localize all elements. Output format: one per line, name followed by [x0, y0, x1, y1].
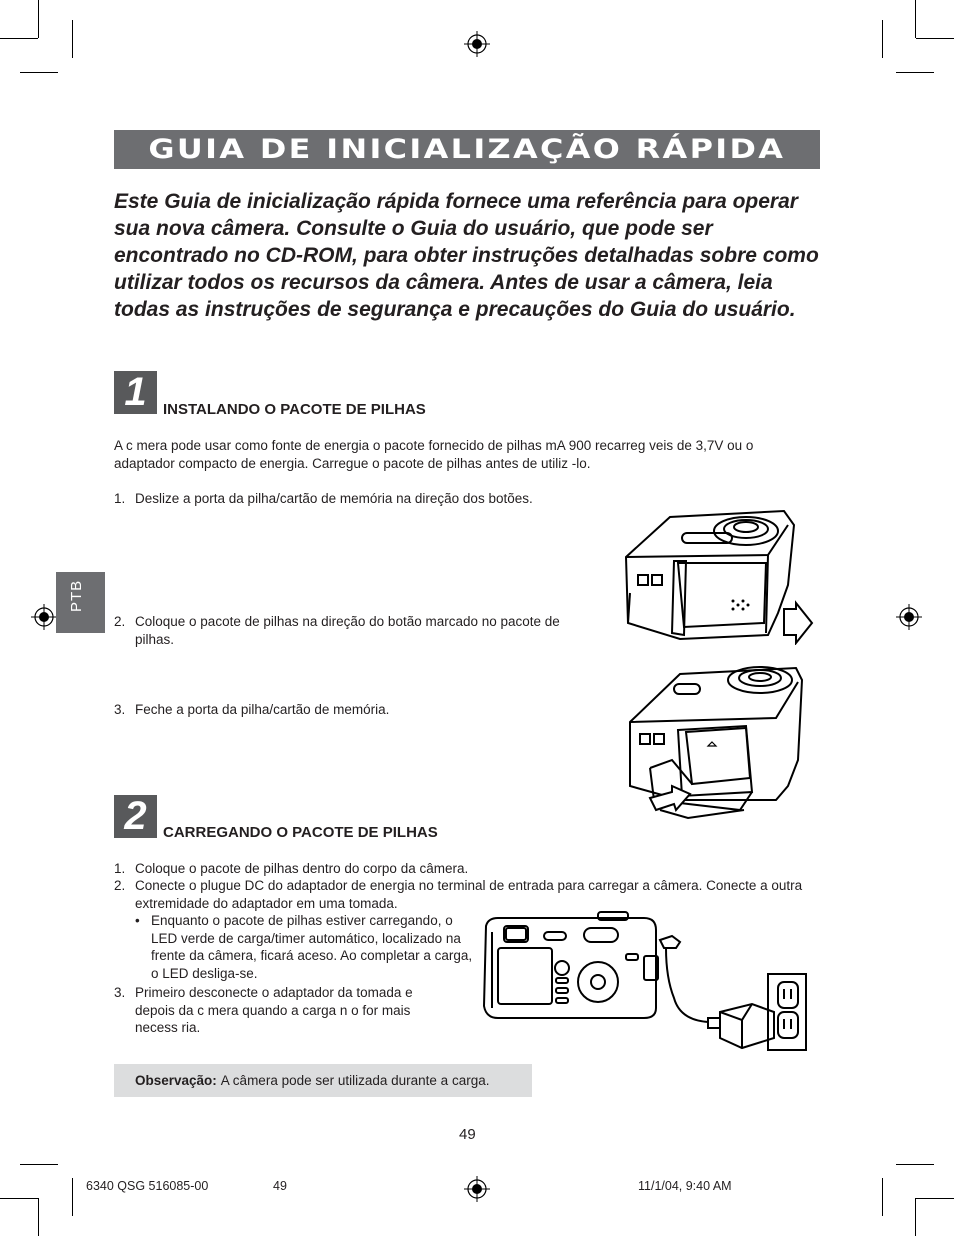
list-item: 3. Primeiro desconecte o adaptador da tomada e depois da c mera quando a carga n o for mais necess ria.: [114, 985, 413, 1035]
list-item: 2. Coloque o pacote de pilhas na direção do botão marcado no pacote de pilhas.: [114, 614, 560, 647]
crop-mark: [0, 1198, 38, 1199]
crop-mark: [915, 0, 916, 38]
crop-mark: [882, 20, 883, 58]
footer-page: 49: [273, 1179, 287, 1193]
registration-mark-icon: [464, 31, 490, 57]
list-item: 3. Feche a porta da pilha/cartão de memória.: [114, 702, 390, 717]
registration-mark-icon: [896, 604, 922, 630]
step-number-badge: 2: [114, 795, 157, 838]
page-title: GUIA DE INICIALIZAÇÃO RÁPIDA: [148, 134, 786, 165]
crop-mark: [72, 20, 73, 58]
section-paragraph: A c mera pode usar como fonte de energia o pacote fornecido de pilhas mA 900 recarreg veis de 3,7V ou o adaptador compacto de energia. Carregue o pacote de pilhas antes de utiliz -lo.: [114, 438, 754, 471]
bullet-item: • Enquanto o pacote de pilhas estiver carregando, o LED verde de carga/timer automático, localizado na frente da câmera, ficará aceso. Ao completar a carga, o LED desliga-se.: [135, 913, 473, 981]
crop-mark: [20, 72, 58, 73]
crop-mark: [38, 0, 39, 38]
registration-mark-icon: [31, 604, 57, 630]
crop-mark: [20, 1164, 58, 1165]
crop-mark: [896, 72, 934, 73]
page-number: 49: [459, 1126, 476, 1143]
crop-mark: [896, 1164, 934, 1165]
list-item: 2. Conecte o plugue DC do adaptador de energia no terminal de entrada para carregar a câmera. Conecte a outra extremidade do adaptador em uma tomada.: [114, 878, 803, 911]
crop-mark: [0, 38, 38, 39]
section-heading: CARREGANDO O PACOTE DE PILHAS: [163, 824, 438, 841]
crop-mark: [916, 38, 954, 39]
camera-charging-illustration: [478, 908, 814, 1056]
note-text: A câmera pode ser utilizada durante a carga.: [220, 1073, 490, 1088]
step-number-badge: 1: [114, 371, 157, 414]
crop-mark: [916, 1198, 954, 1199]
footer-code: 6340 QSG 516085-00: [86, 1179, 209, 1193]
crop-mark: [38, 1198, 39, 1236]
list-item: 1. Coloque o pacote de pilhas dentro do corpo da câmera.: [114, 861, 469, 876]
intro-paragraph: Este Guia de inicialização rápida fornece uma referência para operar sua nova câmera. Consulte o Guia do usuário, que pode ser encontrado no CD-ROM, para obter instruções detalhadas sobre como utilizar todos os recursos da câmera. Antes de usar a câmera, leia todas as instruções de segurança e precauções do Guia do usuário.: [114, 190, 819, 321]
camera-door-open-illustration: [618, 505, 814, 645]
footer-date: 11/1/04, 9:40 AM: [638, 1179, 732, 1193]
title-banner: [114, 130, 820, 169]
note-label: Observação:: [135, 1073, 217, 1088]
note-box: [114, 1064, 532, 1097]
registration-mark-icon: [464, 1176, 490, 1202]
crop-mark: [72, 1178, 73, 1216]
list-item: 1. Deslize a porta da pilha/cartão de memória na direção dos botões.: [114, 491, 533, 506]
language-tab-label: PTB: [68, 579, 85, 612]
language-tab: [56, 572, 105, 633]
crop-mark: [882, 1178, 883, 1216]
crop-mark: [915, 1198, 916, 1236]
camera-battery-insert-illustration: [620, 660, 806, 826]
section-heading: INSTALANDO O PACOTE DE PILHAS: [163, 401, 426, 418]
